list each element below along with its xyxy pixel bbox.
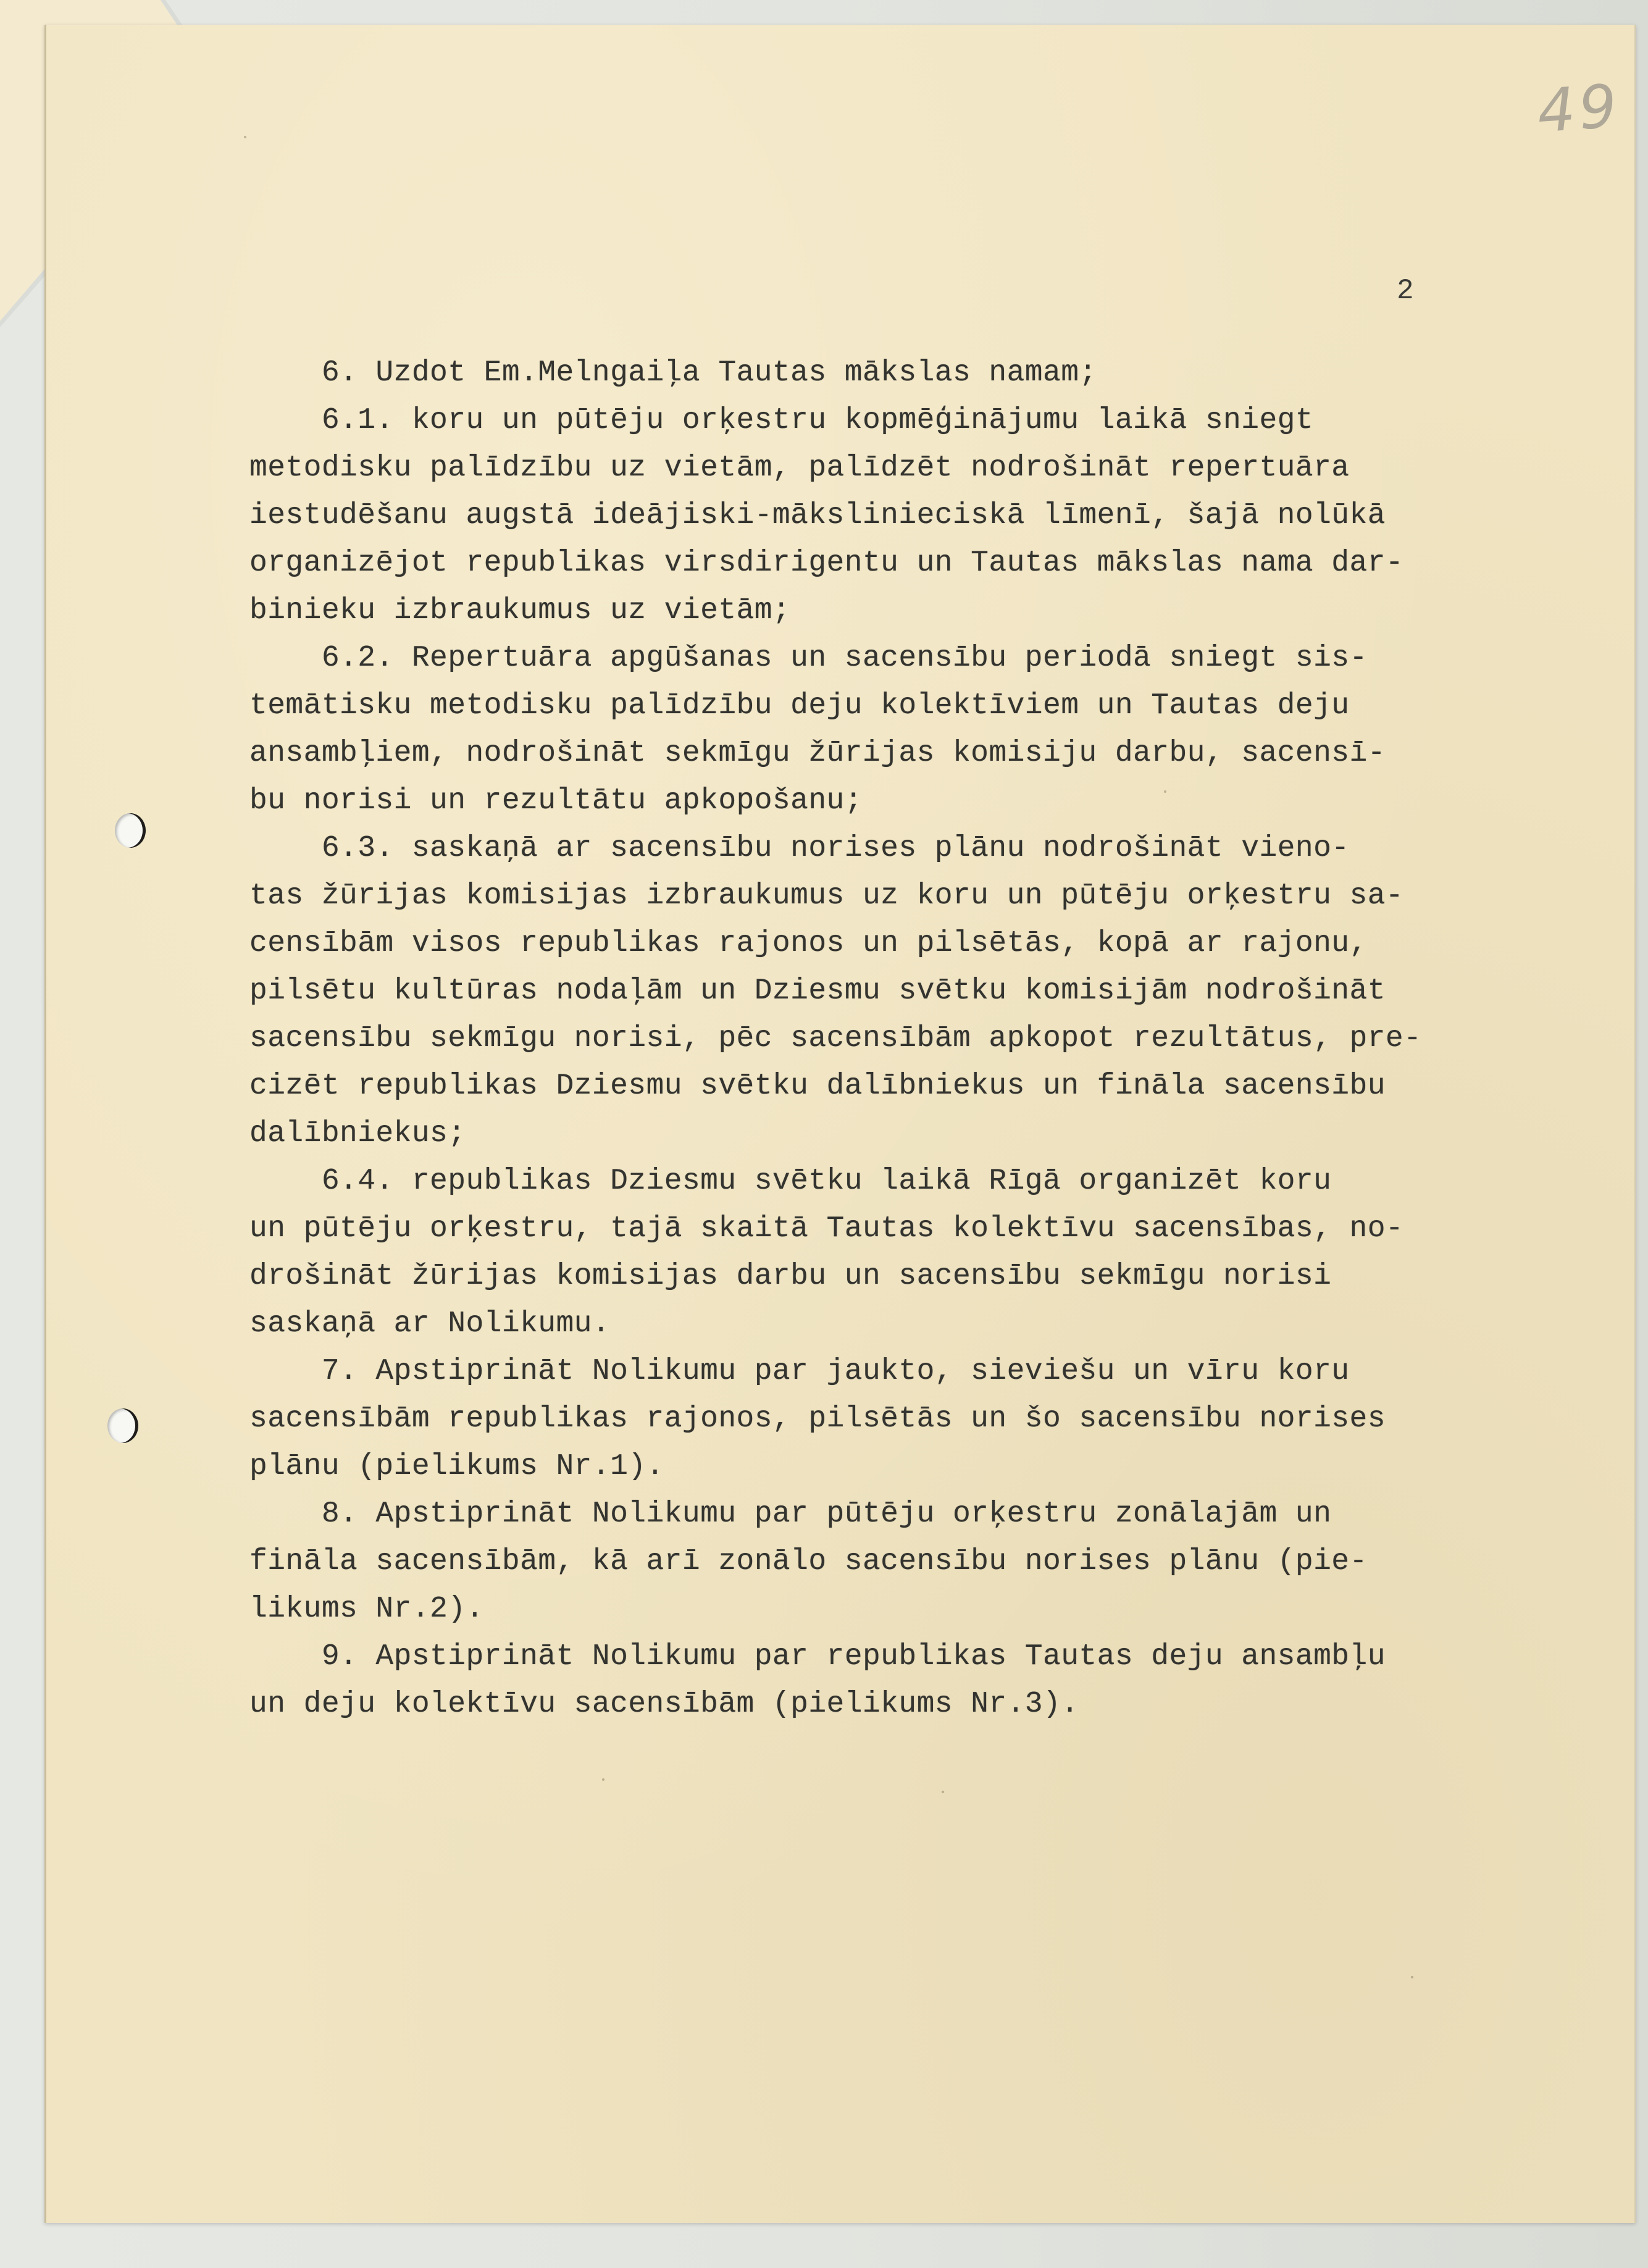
- text-line: pilsētu kultūras nodaļām un Dziesmu svētku komisijām nodrošināt: [249, 974, 1386, 1008]
- text-line: 6. Uzdot Em.Melngaiļa Tautas mākslas namam;: [249, 356, 1097, 390]
- text-line: sacensību sekmīgu norisi, pēc sacensībām apkopot rezultātus, pre-: [249, 1022, 1422, 1055]
- text-line: 6.4. republikas Dziesmu svētku laikā Rīgā organizēt koru: [249, 1165, 1332, 1198]
- text-line: un pūtēju orķestru, tajā skaitā Tautas kolektīvu sacensības, no-: [249, 1212, 1404, 1245]
- text-line: drošināt žūrijas komisijas darbu un sacensību sekmīgu norisi: [249, 1260, 1332, 1293]
- paper-speck: [244, 136, 246, 138]
- text-line: fināla sacensībām, kā arī zonālo sacensību norises plānu (pie-: [249, 1545, 1368, 1578]
- pencil-page-number: 49: [1535, 71, 1623, 146]
- text-line: likums Nr.2).: [249, 1592, 484, 1626]
- text-line: bu norisi un rezultātu apkopošanu;: [249, 784, 863, 818]
- punch-hole: [107, 1408, 138, 1443]
- text-line: plānu (pielikums Nr.1).: [249, 1450, 664, 1483]
- text-line: un deju kolektīvu sacensībām (pielikums Nr.3).: [249, 1688, 1079, 1721]
- text-line: tas žūrijas komisijas izbraukumus uz koru un pūtēju orķestru sa-: [249, 879, 1404, 913]
- text-line: temātisku metodisku palīdzību deju kolektīviem un Tautas deju: [249, 689, 1350, 722]
- text-line: 7. Apstiprināt Nolikumu par jaukto, sieviešu un vīru koru: [249, 1355, 1350, 1388]
- typed-page-number: 2: [1397, 275, 1414, 307]
- text-line: 8. Apstiprināt Nolikumu par pūtēju orķestru zonālajām un: [249, 1497, 1332, 1531]
- text-line: saskaņā ar Nolikumu.: [249, 1307, 611, 1341]
- paper-speck: [942, 1791, 944, 1793]
- typed-body-text: [249, 349, 1521, 1728]
- text-line: censībām visos republikas rajonos un pilsētās, kopā ar rajonu,: [249, 927, 1368, 960]
- punch-hole: [115, 813, 146, 848]
- text-line: cizēt republikas Dziesmu svētku dalībniekus un fināla sacensību: [249, 1069, 1386, 1103]
- text-line: organizējot republikas virsdirigentu un Tautas mākslas nama dar-: [249, 546, 1404, 580]
- paper-speck: [1411, 1976, 1413, 1978]
- text-line: 6.2. Repertuāra apgūšanas un sacensību periodā sniegt sis-: [249, 642, 1368, 675]
- text-line: binieku izbraukumus uz vietām;: [249, 594, 791, 627]
- text-line: ansambļiem, nodrošināt sekmīgu žūrijas komisiju darbu, sacensī-: [249, 737, 1386, 770]
- paper-speck: [602, 1778, 604, 1781]
- text-line: iestudēšanu augstā ideājiski-mākslinieciskā līmenī, šajā nolūkā: [249, 499, 1386, 532]
- text-line: sacensībām republikas rajonos, pilsētās un šo sacensību norises: [249, 1402, 1386, 1436]
- text-line: metodisku palīdzību uz vietām, palīdzēt nodrošināt repertuāra: [249, 451, 1350, 485]
- text-line: 6.3. saskaņā ar sacensību norises plānu nodrošināt vieno-: [249, 832, 1350, 865]
- text-line: dalībniekus;: [249, 1117, 466, 1150]
- text-line: 9. Apstiprināt Nolikumu par republikas Tautas deju ansambļu: [249, 1640, 1386, 1673]
- text-line: 6.1. koru un pūtēju orķestru kopmēģinājumu laikā sniegt: [249, 404, 1314, 437]
